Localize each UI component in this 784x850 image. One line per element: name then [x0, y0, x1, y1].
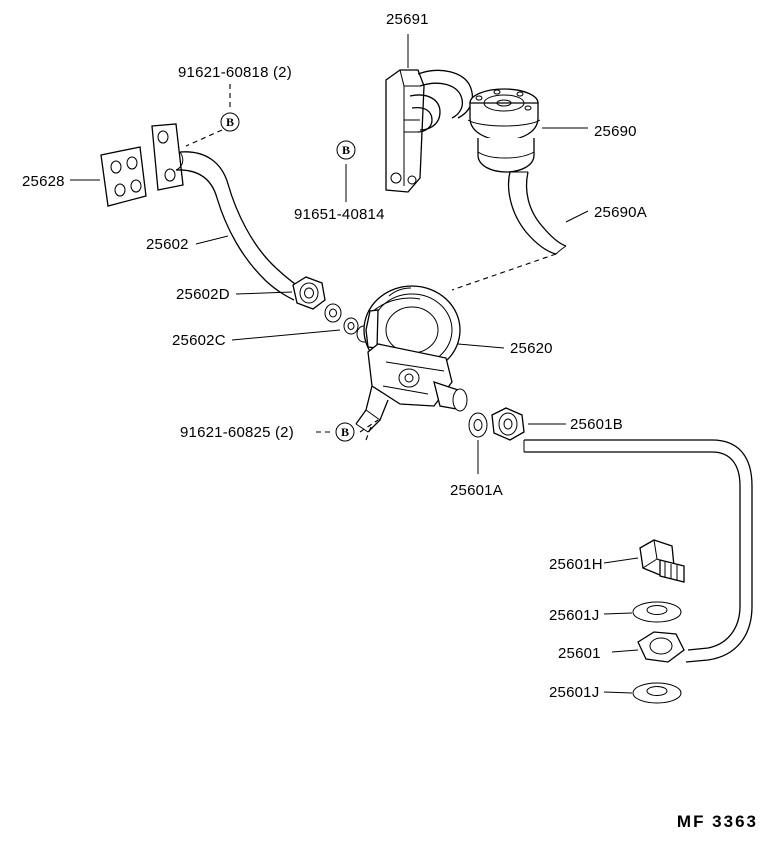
- part-25602D-nut: [293, 277, 325, 309]
- label-91621-60825: 91621-60825 (2): [180, 424, 294, 441]
- bolt-marker-upper-left: [221, 113, 239, 131]
- label-25601H: 25601H: [549, 556, 603, 573]
- bolt-marker-center: [337, 141, 355, 159]
- svg-text:B: B: [341, 143, 351, 157]
- svg-text:B: B: [225, 115, 235, 129]
- part-25601-pipe: [524, 440, 752, 662]
- part-25690A-hose: [509, 172, 566, 254]
- diagram-footer-code: MF 3363: [676, 812, 758, 831]
- label-25601J-lower: 25601J: [549, 684, 600, 701]
- part-25601H-bolt: [640, 540, 684, 582]
- part-25601-nut: [638, 632, 684, 662]
- svg-text:B: B: [340, 425, 350, 439]
- label-25628: 25628: [22, 173, 65, 190]
- label-25691: 25691: [386, 11, 429, 28]
- label-25601: 25601: [558, 645, 601, 662]
- part-25691-bracket: [386, 70, 472, 192]
- part-25601A-washer: [469, 413, 487, 437]
- part-25690-modulator: [468, 89, 540, 172]
- label-25601B: 25601B: [570, 416, 623, 433]
- part-25601B-nut: [492, 408, 524, 440]
- part-25601J-washer-lower: [633, 683, 681, 703]
- label-25690: 25690: [594, 123, 637, 140]
- label-91621-60818: 91621-60818 (2): [178, 64, 292, 81]
- part-25602-pipe: [152, 124, 307, 300]
- label-25602: 25602: [146, 236, 189, 253]
- label-91651-40814: 91651-40814: [294, 206, 385, 223]
- label-25601A: 25601A: [450, 482, 503, 499]
- label-25602D: 25602D: [176, 286, 230, 303]
- label-25620: 25620: [510, 340, 553, 357]
- label-25690A: 25690A: [594, 204, 647, 221]
- part-25628-gasket: [101, 147, 146, 206]
- label-25602C: 25602C: [172, 332, 226, 349]
- label-25601J-upper: 25601J: [549, 607, 600, 624]
- part-25620-valve-body: [356, 286, 467, 432]
- bolt-marker-lower-left: [336, 423, 354, 441]
- part-25601J-washer-upper: [633, 602, 681, 622]
